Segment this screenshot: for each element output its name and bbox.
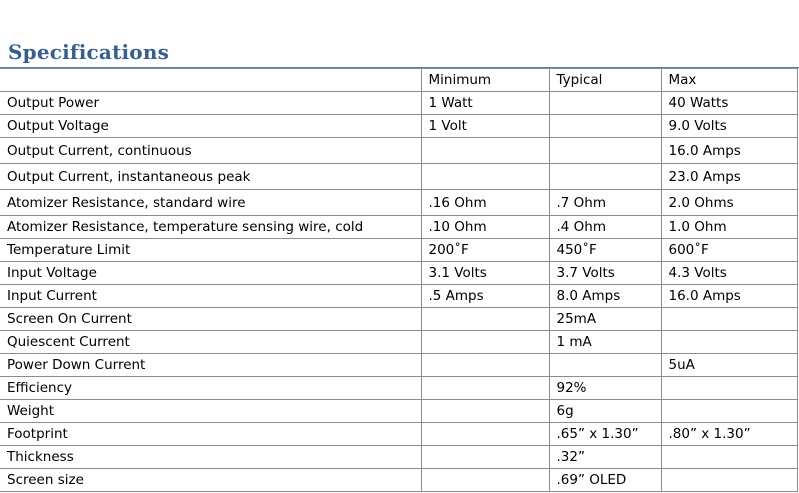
spec-table-body <box>0 92 797 492</box>
minimum-cell <box>421 164 549 190</box>
max-cell: 1.0 Ohm <box>661 216 797 239</box>
table-row <box>0 190 797 216</box>
parameter-cell: Input Voltage <box>0 262 421 285</box>
parameter-cell: Screen On Current <box>0 308 421 331</box>
table-row <box>0 262 797 285</box>
table-row <box>0 446 797 469</box>
table-row <box>0 216 797 239</box>
typical-cell: .7 Ohm <box>549 190 661 216</box>
table-row <box>0 164 797 190</box>
table-row <box>0 239 797 262</box>
table-row <box>0 115 797 138</box>
minimum-cell <box>421 377 549 400</box>
minimum-cell <box>421 138 549 164</box>
column-header-typical: Typical <box>549 69 661 92</box>
max-cell: 2.0 Ohms <box>661 190 797 216</box>
column-header-minimum: Minimum <box>421 69 549 92</box>
typical-cell: .65” x 1.30” <box>549 423 661 446</box>
minimum-cell <box>421 331 549 354</box>
typical-cell: 450˚F <box>549 239 661 262</box>
typical-cell: .69” OLED <box>549 469 661 492</box>
parameter-cell: Output Current, instantaneous peak <box>0 164 421 190</box>
max-cell: 23.0 Amps <box>661 164 797 190</box>
max-cell: .80” x 1.30” <box>661 423 797 446</box>
spec-table <box>0 68 798 492</box>
table-row <box>0 285 797 308</box>
max-cell <box>661 469 797 492</box>
minimum-cell <box>421 423 549 446</box>
parameter-cell: Thickness <box>0 446 421 469</box>
typical-cell: 92% <box>549 377 661 400</box>
typical-cell <box>549 92 661 115</box>
table-row <box>0 354 797 377</box>
minimum-cell: 1 Volt <box>421 115 549 138</box>
parameter-cell: Temperature Limit <box>0 239 421 262</box>
page-title: Specifications <box>8 40 170 64</box>
typical-cell <box>549 164 661 190</box>
typical-cell <box>549 138 661 164</box>
parameter-cell: Input Current <box>0 285 421 308</box>
minimum-cell: .5 Amps <box>421 285 549 308</box>
parameter-cell: Output Power <box>0 92 421 115</box>
max-cell <box>661 377 797 400</box>
table-header-row <box>0 69 797 92</box>
max-cell: 5uA <box>661 354 797 377</box>
minimum-cell <box>421 400 549 423</box>
max-cell: 16.0 Amps <box>661 138 797 164</box>
typical-cell: .4 Ohm <box>549 216 661 239</box>
max-cell: 600˚F <box>661 239 797 262</box>
table-row <box>0 400 797 423</box>
max-cell: 40 Watts <box>661 92 797 115</box>
table-row <box>0 331 797 354</box>
parameter-cell: Efficiency <box>0 377 421 400</box>
minimum-cell: 1 Watt <box>421 92 549 115</box>
parameter-cell: Atomizer Resistance, standard wire <box>0 190 421 216</box>
minimum-cell <box>421 446 549 469</box>
max-cell <box>661 331 797 354</box>
minimum-cell: 3.1 Volts <box>421 262 549 285</box>
typical-cell: 3.7 Volts <box>549 262 661 285</box>
parameter-cell: Screen size <box>0 469 421 492</box>
typical-cell <box>549 354 661 377</box>
typical-cell: 1 mA <box>549 331 661 354</box>
minimum-cell <box>421 308 549 331</box>
max-cell: 16.0 Amps <box>661 285 797 308</box>
parameter-cell: Power Down Current <box>0 354 421 377</box>
parameter-cell: Footprint <box>0 423 421 446</box>
max-cell: 9.0 Volts <box>661 115 797 138</box>
typical-cell: 25mA <box>549 308 661 331</box>
table-row <box>0 469 797 492</box>
minimum-cell <box>421 354 549 377</box>
table-row <box>0 308 797 331</box>
table-row <box>0 377 797 400</box>
table-row <box>0 92 797 115</box>
minimum-cell <box>421 469 549 492</box>
typical-cell: .32” <box>549 446 661 469</box>
minimum-cell: .10 Ohm <box>421 216 549 239</box>
table-row <box>0 423 797 446</box>
max-cell <box>661 446 797 469</box>
minimum-cell: 200˚F <box>421 239 549 262</box>
max-cell <box>661 400 797 423</box>
parameter-cell: Quiescent Current <box>0 331 421 354</box>
parameter-cell: Output Current, continuous <box>0 138 421 164</box>
typical-cell <box>549 115 661 138</box>
typical-cell: 8.0 Amps <box>549 285 661 308</box>
parameter-cell: Output Voltage <box>0 115 421 138</box>
max-cell <box>661 308 797 331</box>
minimum-cell: .16 Ohm <box>421 190 549 216</box>
column-header-max: Max <box>661 69 797 92</box>
table-row <box>0 138 797 164</box>
column-header-parameter <box>0 69 421 92</box>
parameter-cell: Weight <box>0 400 421 423</box>
parameter-cell: Atomizer Resistance, temperature sensing wire, cold <box>0 216 421 239</box>
max-cell: 4.3 Volts <box>661 262 797 285</box>
typical-cell: 6g <box>549 400 661 423</box>
